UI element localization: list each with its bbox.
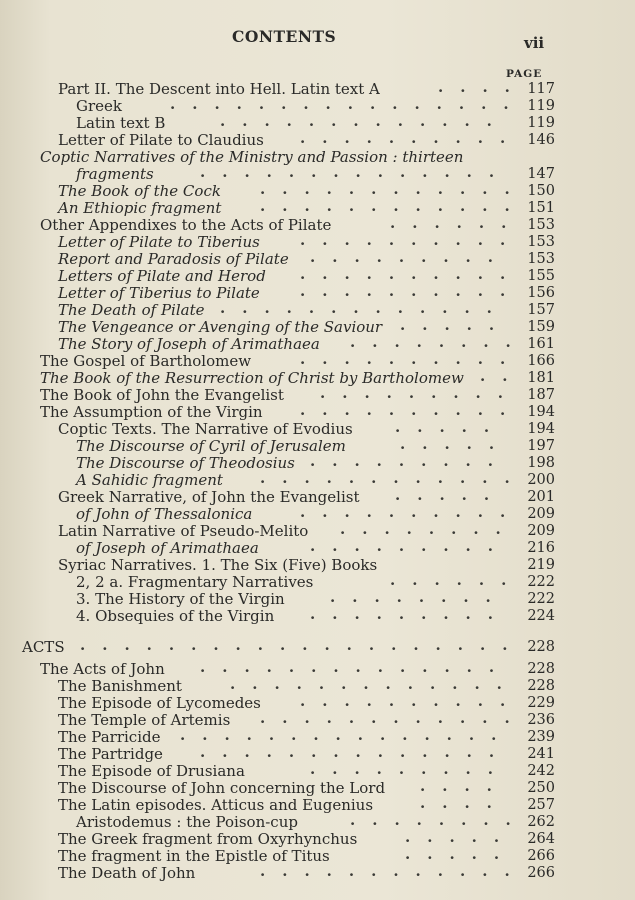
toc-page-number: 150 <box>527 183 555 199</box>
leader-dots: ......... <box>310 248 510 266</box>
toc-entry-title: ACTS <box>22 638 65 656</box>
toc-entry-title: fragments <box>76 165 154 183</box>
toc-page-number: 119 <box>527 115 555 131</box>
leader-dots: .......... <box>300 282 523 300</box>
toc-page-number: 200 <box>527 472 555 488</box>
toc-page-number: 224 <box>527 608 555 624</box>
toc-entry <box>0 573 635 591</box>
toc-entry-title: An Ethiopic fragment <box>58 199 222 217</box>
toc-entry-title: Letters of Pilate and Herod <box>58 267 266 285</box>
toc-entry-title: Greek Narrative, of John the Evangelist <box>58 488 360 506</box>
leader-dots: .......... <box>300 129 523 147</box>
leader-dots: ........ <box>330 588 508 606</box>
toc-page-number: 209 <box>527 506 555 522</box>
leader-dots: .............. <box>200 658 512 676</box>
leader-dots: .............. <box>200 743 512 761</box>
toc-entry-title: 4. Obsequies of the Virgin <box>76 607 275 625</box>
toc-page-number: 117 <box>527 81 555 97</box>
leader-dots: ............. <box>220 299 509 317</box>
leader-dots: ..... <box>405 845 517 863</box>
toc-entry-title: The Book of the Resurrection of Christ by Bartholomew <box>40 369 464 387</box>
toc-page-number: 219 <box>527 557 555 573</box>
toc-page-number: 266 <box>527 865 555 881</box>
leader-dots: ................ <box>170 95 526 113</box>
leader-dots: ...... <box>390 571 524 589</box>
toc-entry-title: Report and Paradosis of Pilate <box>58 250 289 268</box>
toc-entry-title: The Parricide <box>58 728 161 746</box>
toc-page-number: 209 <box>527 523 555 539</box>
toc-entry-title: The Partridge <box>58 745 163 763</box>
toc-entry-title: Letter of Tiberius to Pilate <box>58 284 260 302</box>
toc-page-number: 222 <box>527 591 555 607</box>
leader-dots: ............. <box>220 112 509 130</box>
leader-dots: .......... <box>300 350 523 368</box>
toc-page-number: 264 <box>527 831 555 847</box>
toc-entry <box>0 471 635 489</box>
toc-entry-title: The Discourse of Cyril of Jerusalem <box>76 437 346 455</box>
toc-entry-title: of Joseph of Arimathaea <box>76 539 259 557</box>
toc-entry <box>0 505 635 523</box>
toc-entry-title: Latin text B <box>76 114 166 132</box>
toc-entry-title: The Story of Joseph of Arimathaea <box>58 335 320 353</box>
page-column-label: PAGE <box>506 68 543 80</box>
leader-dots: ......... <box>310 760 510 778</box>
toc-entry-title: The Episode of Lycomedes <box>58 694 261 712</box>
leader-dots: ......... <box>310 452 510 470</box>
leader-dots: ............ <box>260 197 527 215</box>
leader-dots: ..... <box>400 316 512 334</box>
toc-entry-title: The Death of Pilate <box>58 301 205 319</box>
toc-page-number: 151 <box>527 200 555 216</box>
toc-page-number: 222 <box>527 574 555 590</box>
toc-page-number: 241 <box>527 746 555 762</box>
toc-entry-title: Aristodemus : the Poison-cup <box>76 813 298 831</box>
page-number: vii <box>524 34 545 52</box>
leader-dots: .... <box>420 777 509 795</box>
toc-entry <box>0 638 635 656</box>
toc-page-number: 194 <box>527 404 555 420</box>
leader-dots: .......... <box>300 503 523 521</box>
toc-entry <box>0 131 635 149</box>
toc-page-number: 156 <box>527 285 555 301</box>
toc-entry-title: Letter of Pilate to Tiberius <box>58 233 260 251</box>
toc-page-number: 198 <box>527 455 555 471</box>
toc-entry <box>0 539 635 557</box>
toc-entry-title: Part II. The Descent into Hell. Latin text A <box>58 80 380 98</box>
toc-entry-title: The Greek fragment from Oxyrhynchus <box>58 830 358 848</box>
leader-dots: .......... <box>300 692 523 710</box>
toc-entry-title: The Acts of John <box>40 660 165 678</box>
toc-entry-title: Other Appendixes to the Acts of Pilate <box>40 216 332 234</box>
page-title: CONTENTS <box>232 27 337 46</box>
toc-page-number: 153 <box>527 251 555 267</box>
toc-entry-title: The Discourse of Theodosius <box>76 454 295 472</box>
leader-dots: ..... <box>395 418 507 436</box>
leader-dots: ......... <box>310 605 510 623</box>
toc-page-number: 201 <box>527 489 555 505</box>
toc-entry <box>0 607 635 625</box>
leader-dots: .............. <box>200 163 512 181</box>
leader-dots: .......... <box>300 265 523 283</box>
toc-page-number: 161 <box>527 336 555 352</box>
toc-page-number: 187 <box>527 387 555 403</box>
leader-dots: ............. <box>230 675 519 693</box>
leader-dots: ............ <box>260 180 527 198</box>
toc-entry-title: The Death of John <box>58 864 196 882</box>
toc-entry <box>0 830 635 848</box>
toc-page-number: 216 <box>527 540 555 556</box>
toc-page-number: 146 <box>527 132 555 148</box>
toc-entry-title: of John of Thessalonica <box>76 505 253 523</box>
leader-dots: ..... <box>400 435 512 453</box>
leader-dots: ......... <box>310 537 510 555</box>
toc-entry <box>0 352 635 370</box>
leader-dots: ..... <box>405 828 517 846</box>
toc-entry-title: The Banishment <box>58 677 182 695</box>
toc-page-number: 228 <box>527 678 555 694</box>
toc-entry-title: 2, 2 a. Fragmentary Narratives <box>76 573 314 591</box>
toc-page-number: 155 <box>527 268 555 284</box>
toc-entry-title: Greek <box>76 97 122 115</box>
leader-dots: ........ <box>350 811 528 829</box>
toc-entry <box>0 403 635 421</box>
toc-page-number: 157 <box>527 302 555 318</box>
toc-page-number: 119 <box>527 98 555 114</box>
toc-entry <box>0 318 635 336</box>
toc-page-number: 153 <box>527 217 555 233</box>
leader-dots: ........ <box>350 333 528 351</box>
toc-page-number: 228 <box>527 639 555 655</box>
toc-page-number: 194 <box>527 421 555 437</box>
toc-page-number: 147 <box>527 166 555 182</box>
toc-page-number: 181 <box>527 370 555 386</box>
toc-entry <box>0 779 635 797</box>
toc-entry-title: 3. The History of the Virgin <box>76 590 285 608</box>
toc-page-number: 250 <box>527 780 555 796</box>
leader-dots: .... <box>420 794 509 812</box>
toc-entry-title: A Sahidic fragment <box>76 471 223 489</box>
toc-entry-title: The Latin episodes. Atticus and Eugenius <box>58 796 374 814</box>
toc-page-number: 228 <box>527 661 555 677</box>
leader-dots: ............ <box>260 709 527 727</box>
leader-dots: .......... <box>300 401 523 419</box>
toc-entry-title: The fragment in the Epistle of Titus <box>58 847 330 865</box>
leader-dots: ........ <box>340 520 518 538</box>
toc-page-number: 229 <box>527 695 555 711</box>
leader-dots: ............... <box>180 726 514 744</box>
toc-page-number: 262 <box>527 814 555 830</box>
toc-entry-title: The Gospel of Bartholomew <box>40 352 252 370</box>
toc-entry-title: The Episode of Drusiana <box>58 762 245 780</box>
leader-dots: .................... <box>80 636 525 654</box>
toc-entry-title: The Discourse of John concerning the Lord <box>58 779 386 797</box>
toc-page-number: 266 <box>527 848 555 864</box>
leader-dots: ......... <box>320 384 520 402</box>
leader-dots: .......... <box>300 231 523 249</box>
toc-entry <box>0 796 635 814</box>
toc-entry <box>0 199 635 217</box>
leader-dots: ...... <box>390 214 524 232</box>
toc-page-number: 257 <box>527 797 555 813</box>
toc-entry-title: The Book of John the Evangelist <box>40 386 284 404</box>
toc-entry <box>0 369 635 387</box>
toc-entry <box>0 420 635 438</box>
toc-entry-title: Syriac Narratives. 1. The Six (Five) Books <box>58 556 378 574</box>
toc-page-number: 242 <box>527 763 555 779</box>
toc-entry-title: The Vengeance or Avenging of the Saviour <box>58 318 383 336</box>
toc-entry-title: The Assumption of the Virgin <box>40 403 263 421</box>
toc-entry-title: Coptic Texts. The Narrative of Evodius <box>58 420 353 438</box>
toc-entry <box>0 864 635 882</box>
toc-page-number: 236 <box>527 712 555 728</box>
toc-page-number: 166 <box>527 353 555 369</box>
toc-page-number: 239 <box>527 729 555 745</box>
toc-entry-title: The Temple of Artemis <box>58 711 231 729</box>
toc-entry <box>0 301 635 319</box>
leader-dots: ............ <box>260 469 527 487</box>
toc-page-number: 197 <box>527 438 555 454</box>
toc-entry <box>0 762 635 780</box>
toc-entry-title: Letter of Pilate to Claudius <box>58 131 264 149</box>
toc-entry-title: The Book of the Cock <box>58 182 221 200</box>
leader-dots: ............ <box>260 862 527 880</box>
leader-dots: .... <box>438 78 527 96</box>
toc-page-number: 153 <box>527 234 555 250</box>
toc-entry <box>0 813 635 831</box>
toc-page-number: 159 <box>527 319 555 335</box>
leader-dots: ..... <box>395 486 507 504</box>
toc-entry-title: Latin Narrative of Pseudo-Melito <box>58 522 309 540</box>
toc-entry-title: Coptic Narratives of the Ministry and Passion : thirteen <box>40 148 464 166</box>
leader-dots: .. <box>480 367 525 385</box>
toc-entry <box>0 556 635 574</box>
